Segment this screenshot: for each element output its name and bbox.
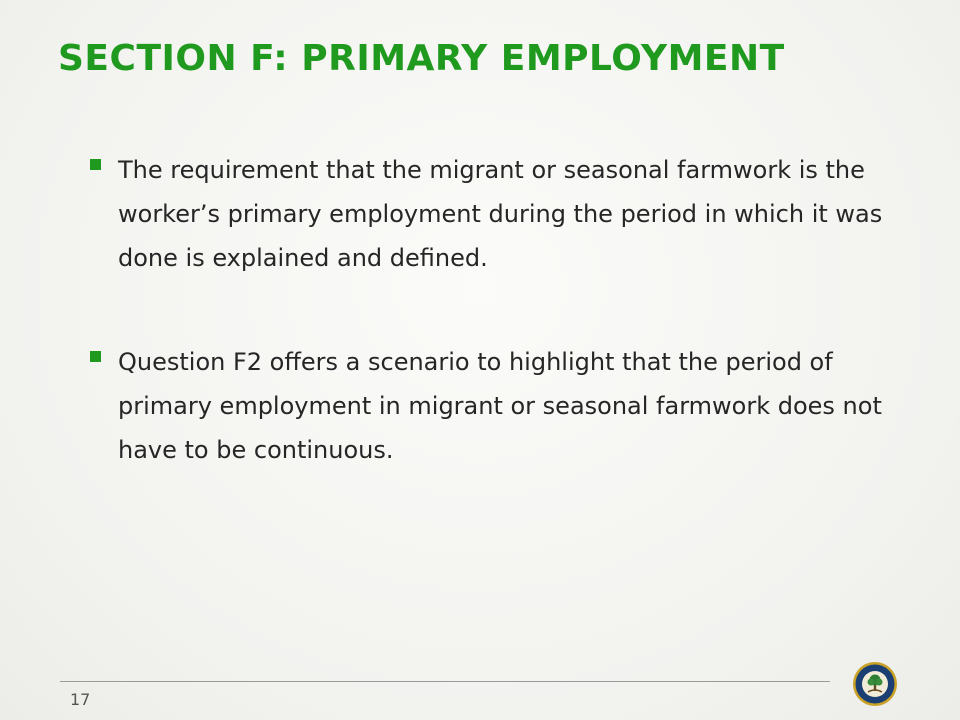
- square-bullet-icon: [90, 159, 101, 170]
- page-number: 17: [70, 690, 91, 709]
- department-seal-icon: [852, 661, 898, 707]
- slide-title: SECTION F: PRIMARY EMPLOYMENT: [58, 38, 785, 79]
- bullet-text: Question F2 offers a scenario to highlight that the period of primary employment in migrant or seasonal farmwork does not have to be continuous.: [118, 348, 882, 464]
- square-bullet-icon: [90, 351, 101, 362]
- footer-divider: [60, 681, 830, 682]
- bullet-text: The requirement that the migrant or seasonal farmwork is the worker’s primary employment during the period in which it was done is explained and defined.: [118, 156, 883, 272]
- bullet-item: [88, 340, 888, 472]
- bullet-list: [88, 148, 888, 532]
- bullet-item: [88, 148, 888, 280]
